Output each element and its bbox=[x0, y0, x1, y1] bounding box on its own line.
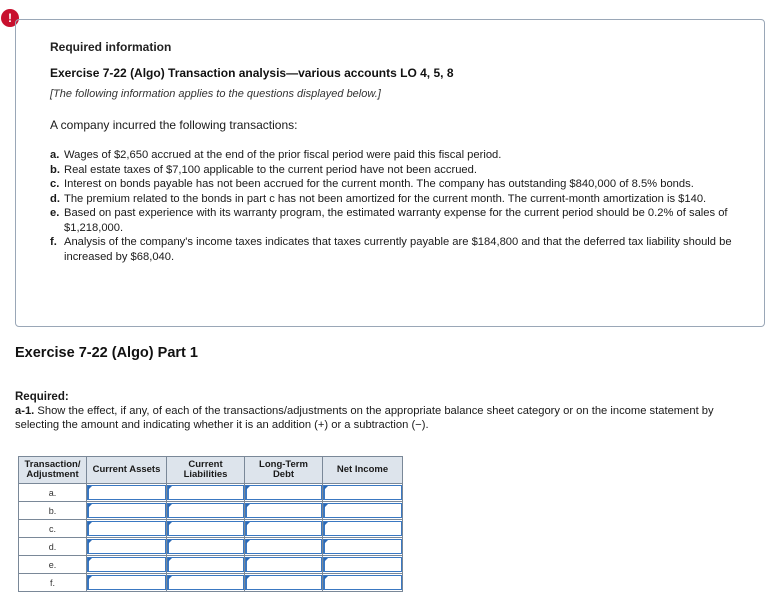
current-assets-input[interactable] bbox=[87, 503, 166, 518]
required-information-heading: Required information bbox=[50, 40, 172, 54]
header-transaction: Transaction/ Adjustment bbox=[19, 457, 87, 484]
long-term-debt-input[interactable] bbox=[245, 557, 322, 572]
required-information-panel bbox=[15, 19, 765, 327]
required-label: Required: bbox=[15, 391, 69, 403]
net-income-input[interactable] bbox=[323, 575, 402, 590]
row-label: d. bbox=[19, 538, 87, 556]
net-income-input[interactable] bbox=[323, 503, 402, 518]
header-current-assets: Current Assets bbox=[87, 457, 167, 484]
current-assets-input[interactable] bbox=[87, 575, 166, 590]
exercise-title: Exercise 7-22 (Algo) Transaction analysis—various accounts LO 4, 5, 8 bbox=[50, 66, 454, 80]
net-income-input[interactable] bbox=[323, 539, 402, 554]
table-row bbox=[19, 502, 403, 520]
current-liabilities-input[interactable] bbox=[167, 485, 244, 500]
transaction-item-d: d. The premium related to the bonds in part c has not been amortized for the current month. The current-month amortization is $140. bbox=[50, 192, 707, 205]
long-term-debt-input[interactable] bbox=[245, 503, 322, 518]
transaction-item-b: b. Real estate taxes of $7,100 applicable to the current period have not been accrued. bbox=[50, 163, 477, 176]
long-term-debt-input[interactable] bbox=[245, 485, 322, 500]
current-liabilities-input[interactable] bbox=[167, 521, 244, 536]
current-assets-input[interactable] bbox=[87, 521, 166, 536]
instruction-text: a-1. Show the effect, if any, of each of the transactions/adjustments on the appropriate balance sheet category or on the income statement by selecting the amount and indicating whether it is an addition (+) or a subtraction (−). bbox=[15, 405, 714, 431]
current-liabilities-input[interactable] bbox=[167, 575, 244, 590]
row-label: c. bbox=[19, 520, 87, 538]
net-income-input[interactable] bbox=[323, 521, 402, 536]
alert-icon: ! bbox=[1, 9, 19, 27]
header-net-income: Net Income bbox=[323, 457, 403, 484]
row-label: f. bbox=[19, 574, 87, 592]
row-label: e. bbox=[19, 556, 87, 574]
info-note: [The following information applies to the questions displayed below.] bbox=[50, 88, 381, 100]
current-assets-input[interactable] bbox=[87, 539, 166, 554]
header-long-term-debt: Long-Term Debt bbox=[245, 457, 323, 484]
current-liabilities-input[interactable] bbox=[167, 539, 244, 554]
table-row bbox=[19, 484, 403, 502]
part-title: Exercise 7-22 (Algo) Part 1 bbox=[15, 345, 198, 361]
table-row bbox=[19, 538, 403, 556]
net-income-input[interactable] bbox=[323, 485, 402, 500]
table-header-row bbox=[19, 457, 403, 484]
table-row bbox=[19, 556, 403, 574]
transaction-item-a: a. Wages of $2,650 accrued at the end of the prior fiscal period were paid this fiscal period. bbox=[50, 149, 502, 161]
long-term-debt-input[interactable] bbox=[245, 539, 322, 554]
current-assets-input[interactable] bbox=[87, 485, 166, 500]
row-label: b. bbox=[19, 502, 87, 520]
intro-text: A company incurred the following transactions: bbox=[50, 118, 298, 132]
transaction-item-f: f. Analysis of the company's income taxes indicates that taxes currently payable are $184,800 and that the deferred tax liability should be increased by $68,040. bbox=[50, 236, 732, 263]
transaction-item-e: e. Based on past experience with its warranty program, the estimated warranty expense for the current period should be 0.2% of sales of $1,218,000. bbox=[50, 207, 728, 234]
long-term-debt-input[interactable] bbox=[245, 575, 322, 590]
row-label: a. bbox=[19, 484, 87, 502]
long-term-debt-input[interactable] bbox=[245, 521, 322, 536]
header-current-liabilities: Current Liabilities bbox=[167, 457, 245, 484]
transaction-list bbox=[50, 148, 740, 264]
answer-table bbox=[18, 456, 403, 592]
current-liabilities-input[interactable] bbox=[167, 503, 244, 518]
table-row bbox=[19, 520, 403, 538]
table-row bbox=[19, 574, 403, 592]
current-assets-input[interactable] bbox=[87, 557, 166, 572]
transaction-item-c: c. Interest on bonds payable has not been accrued for the current month. The company has outstanding $840,000 of 8.5% bonds. bbox=[50, 178, 694, 190]
net-income-input[interactable] bbox=[323, 557, 402, 572]
current-liabilities-input[interactable] bbox=[167, 557, 244, 572]
